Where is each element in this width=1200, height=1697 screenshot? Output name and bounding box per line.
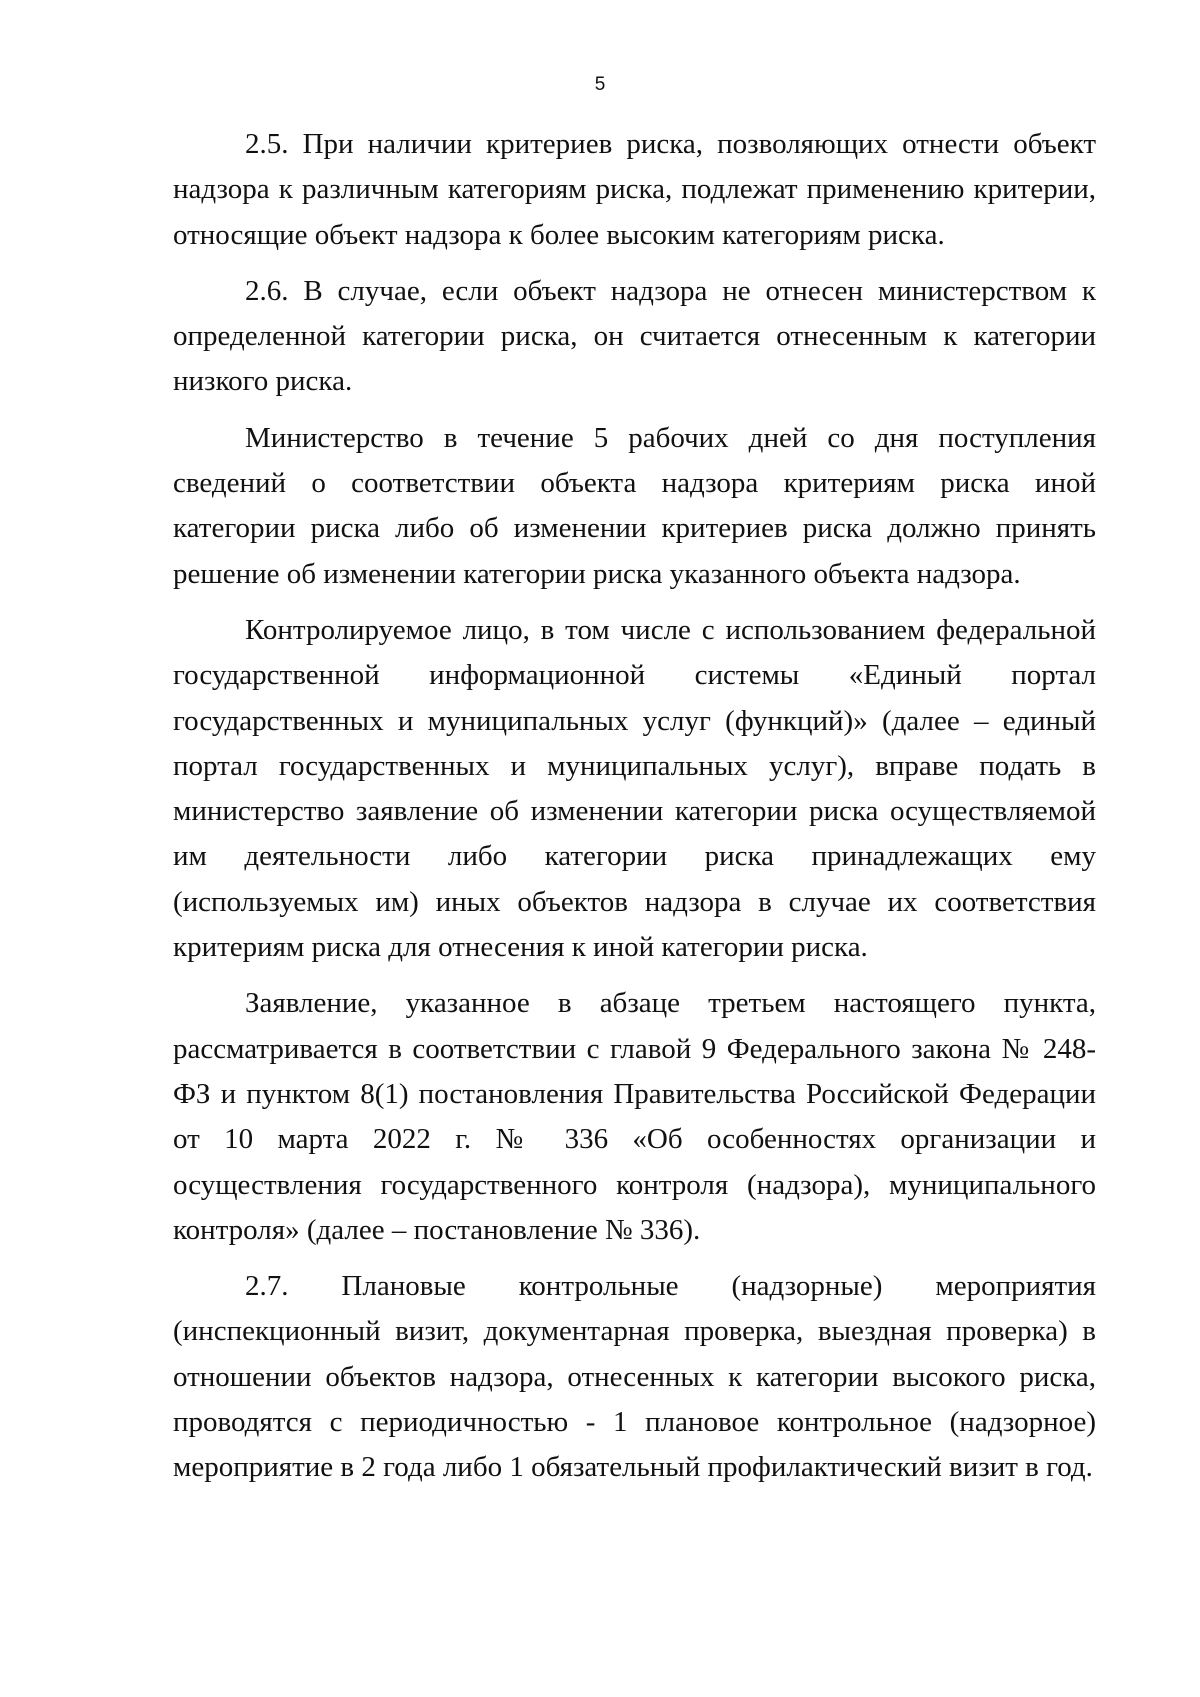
paragraph-2-5: 2.5. При наличии критериев риска, позволяющих отнести объект надзора к различным категориям риска, подлежат применению критерии, относящие объект надзора к более высоким категориям риска. bbox=[173, 128, 1096, 251]
paragraph-2-6: 2.6. В случае, если объект надзора не отнесен министерством к определенной категории риска, он считается отнесенным к категории низкого риска. bbox=[173, 274, 1096, 398]
paragraph-application: Заявление, указанное в абзаце третьем настоящего пункта, рассматривается в соответствии с главой 9 Федерального закона № 248-ФЗ и пунктом 8(1) постановления Правительства Российской Федерации от 10 марта 2022 г. № 336 «Об особенностях организации и осуществления государственного контроля (надзора), муниципального контроля» (далее – постановление № 336). bbox=[173, 987, 1096, 1246]
document-body bbox=[173, 122, 1096, 1491]
paragraph-controlled-person: Контролируемое лицо, в том числе с использованием федеральной государственной информационной системы «Единый портал государственных и муниципальных услуг (функций)» (далее – единый портал государственных и муниципальных услуг), вправе подать в министерство заявление об изменении категории риска осуществляемой им деятельности либо категории риска принадлежащих ему (используемых им) иных объектов надзора в случае их соответствия критериям риска для отнесения к иной категории риска. bbox=[173, 613, 1096, 964]
paragraph-category-change: Министерство в течение 5 рабочих дней со дня поступления сведений о соответствии объекта надзора критериям риска иной категории риска либо об изменении критериев риска должно принять решение об изменении категории риска указанного объекта надзора. bbox=[173, 421, 1096, 590]
paragraph-2-7: 2.7. Плановые контрольные (надзорные) мероприятия (инспекционный визит, документарная проверка, выездная проверка) в отношении объектов надзора, отнесенных к категории высокого риска, проводятся с периодичностью - 1 плановое контрольное (надзорное) мероприятие в 2 года либо 1 обязательный профилактический визит в год. bbox=[173, 1270, 1096, 1484]
page-number: 5 bbox=[594, 74, 606, 95]
